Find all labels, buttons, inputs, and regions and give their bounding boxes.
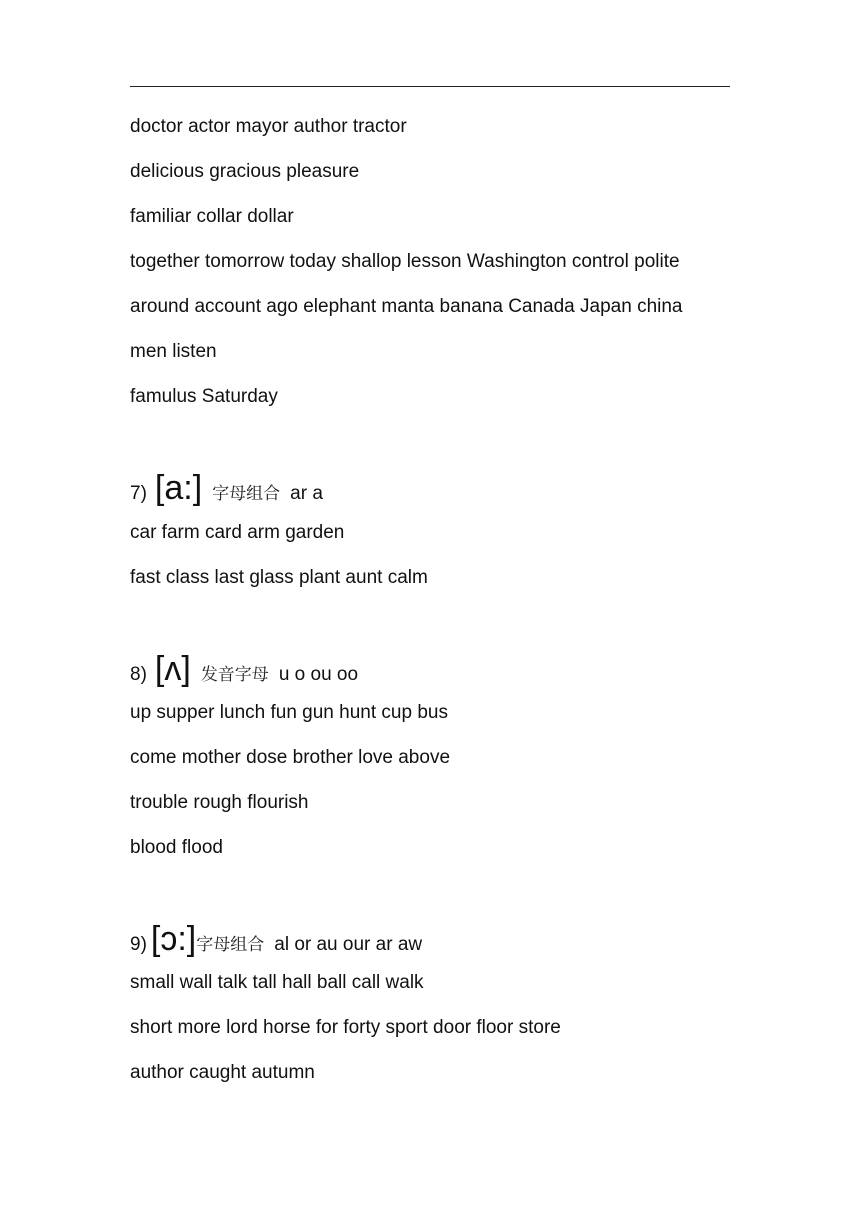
- section-8-heading: [130, 649, 358, 689]
- word-line: small wall talk tall hall ball call walk: [130, 972, 424, 993]
- section-number: 7): [130, 483, 147, 504]
- word-line: short more lord horse for forty sport door floor store: [130, 1017, 561, 1038]
- letter-combinations: u o ou oo: [278, 664, 359, 685]
- word-line: around account ago elephant manta banana Canada Japan china: [130, 296, 683, 317]
- header-rule: [130, 86, 730, 87]
- word-line: famulus Saturday: [130, 386, 278, 407]
- letter-combinations: ar a: [290, 483, 323, 504]
- word-line: come mother dose brother love above: [130, 747, 451, 768]
- section-9-heading: [130, 919, 422, 959]
- section-number: 8): [130, 664, 147, 685]
- word-line: blood flood: [130, 837, 223, 858]
- letter-combinations: al or au our ar aw: [274, 934, 423, 955]
- word-line: familiar collar dollar: [130, 206, 294, 227]
- ipa-symbol: [a:]: [154, 469, 203, 507]
- word-line: fast class last glass plant aunt calm: [130, 567, 428, 588]
- word-line: author caught autumn: [130, 1062, 315, 1083]
- word-line: together tomorrow today shallop lesson Washington control polite: [130, 251, 680, 272]
- word-line: car farm card arm garden: [130, 522, 345, 543]
- word-line: men listen: [130, 341, 217, 362]
- section-number: 9): [130, 934, 147, 955]
- ipa-symbol: [ʌ]: [154, 650, 191, 688]
- ipa-symbol: [ɔ:]: [150, 920, 197, 958]
- word-line: doctor actor mayor author tractor: [130, 116, 407, 137]
- section-label: 字母组合: [212, 484, 281, 504]
- section-label: 发音字母: [200, 665, 269, 685]
- word-line: delicious gracious pleasure: [130, 161, 360, 182]
- word-line: up supper lunch fun gun hunt cup bus: [130, 702, 448, 723]
- section-7-heading: [130, 468, 323, 508]
- word-line: trouble rough flourish: [130, 792, 309, 813]
- section-label: 字母组合: [196, 935, 265, 955]
